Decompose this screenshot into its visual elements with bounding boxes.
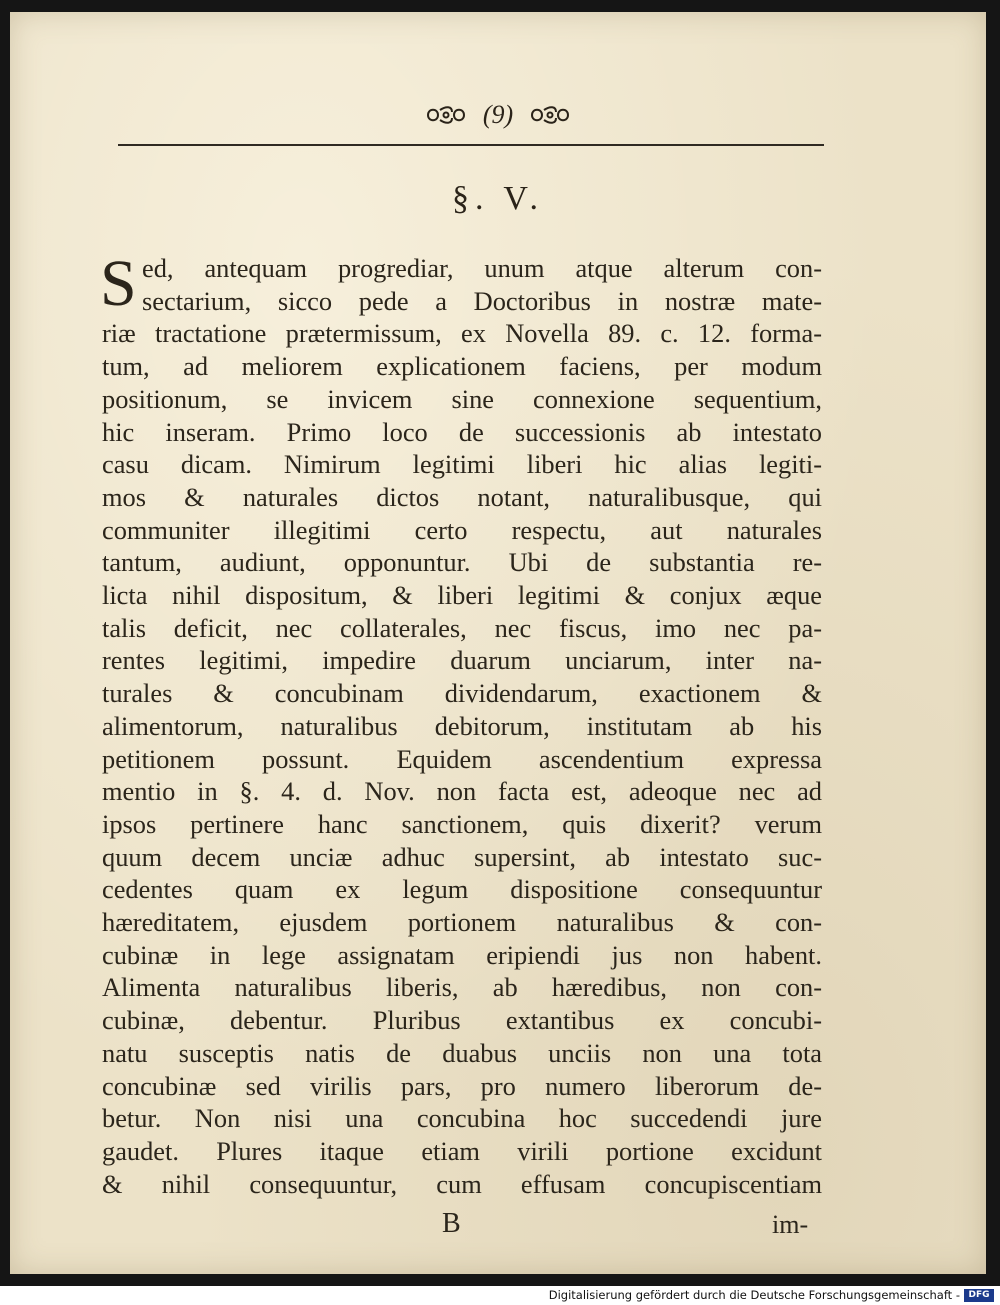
- dfg-logo: DFG: [964, 1289, 994, 1302]
- text-line: tantum, audiunt, opponuntur. Ubi de substantia re-: [102, 547, 822, 578]
- text-line: cubinæ, debentur. Pluribus extantibus ex concubi-: [102, 1005, 822, 1036]
- text-line: quum decem unciæ adhuc supersint, ab intestato suc-: [102, 841, 822, 872]
- text-line: mentio in §. 4. d. Nov. non facta est, adeoque nec ad: [102, 776, 822, 807]
- signature-mark: B: [442, 1208, 461, 1239]
- text-line: ed, antequam progrediar, unum atque alterum con-: [142, 253, 822, 283]
- text-line: gaudet. Plures itaque etiam virili portione excidunt: [102, 1135, 822, 1166]
- text-line: Alimenta naturalibus liberis, ab hæredibus, non con-: [102, 972, 822, 1003]
- text-line: & nihil consequuntur, cum effusam concupiscentiam: [102, 1168, 822, 1199]
- text-line: cedentes quam ex legum dispositione consequuntur: [102, 874, 822, 905]
- text-line: turales & concubinam dividendarum, exactionem &: [102, 678, 822, 709]
- text-line: riæ tractatione prætermissum, ex Novella 89. c. 12. forma-: [102, 318, 822, 349]
- text-line: tum, ad meliorem explicationem faciens, per modum: [102, 351, 822, 382]
- digitization-footer: [0, 1286, 1000, 1305]
- text-line: casu dicam. Nimirum legitimi liberi hic alias legiti-: [102, 449, 822, 480]
- text-line: concubinæ sed virilis pars, pro numero liberorum de-: [102, 1070, 822, 1101]
- catchword: im-: [772, 1210, 809, 1239]
- text-line: talis deficit, nec collaterales, nec fiscus, imo nec pa-: [102, 612, 822, 643]
- text-line: ipsos pertinere hanc sanctionem, quis dixerit? verum: [102, 808, 822, 839]
- text-line: positionum, se invicem sine connexione sequentium,: [102, 383, 822, 414]
- section-heading: §. V.: [451, 180, 545, 217]
- text-line: sectarium, sicco pede a Doctoribus in nostræ mate-: [142, 285, 822, 316]
- page-number: (9): [482, 100, 514, 129]
- text-line: mos & naturales dictos notant, naturalibusque, qui: [102, 481, 822, 512]
- running-header: [10, 100, 986, 140]
- text-line: alimentorum, naturalibus debitorum, institutam ab his: [102, 710, 822, 741]
- text-line: cubinæ in lege assignatam eripiendi jus non habent.: [102, 939, 822, 970]
- text-line: rentes legitimi, impedire duarum unciarum, inter na-: [102, 645, 822, 676]
- text-line: hic inseram. Primo loco de successionis ab intestato: [102, 416, 822, 447]
- book-page: [10, 12, 986, 1274]
- text-line: communiter illegitimi certo respectu, aut naturales: [102, 514, 822, 545]
- fleuron-ornament-icon: [424, 104, 468, 126]
- footer-credit-text: Digitalisierung gefördert durch die Deutsche Forschungsgemeinschaft -: [548, 1288, 960, 1302]
- text-line: natu susceptis natis de duabus unciis non una tota: [102, 1037, 822, 1068]
- text-line: licta nihil dispositum, & liberi legitimi & conjux æque: [102, 580, 822, 611]
- text-line: hæreditatem, ejusdem portionem naturalibus & con-: [102, 907, 822, 938]
- drop-cap: S: [100, 247, 137, 320]
- header-rule: [118, 144, 824, 146]
- fleuron-ornament-icon: [528, 104, 572, 126]
- text-line: petitionem possunt. Equidem ascendentium expressa: [102, 743, 822, 774]
- body-text: [100, 247, 822, 1200]
- text-line: betur. Non nisi una concubina hoc succedendi jure: [102, 1103, 822, 1134]
